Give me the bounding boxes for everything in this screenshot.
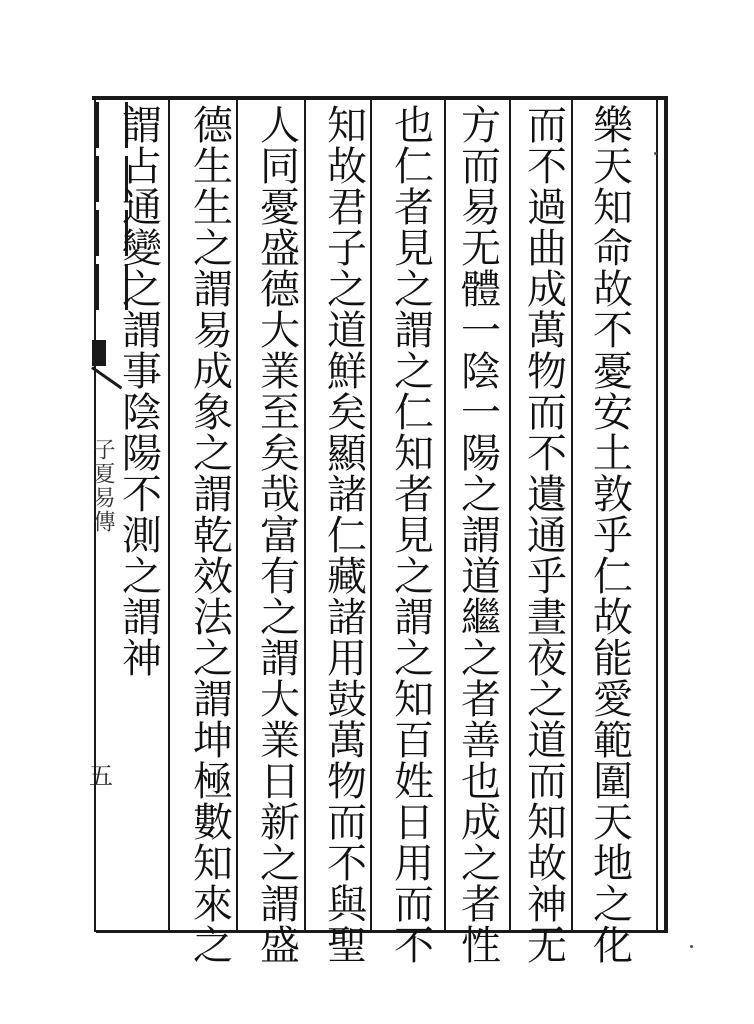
character: 之	[394, 349, 434, 395]
character: 之	[593, 882, 633, 928]
character: 謂	[193, 677, 233, 723]
text-column	[317, 103, 377, 969]
character: 百	[394, 718, 434, 764]
character: 不	[593, 308, 633, 354]
character: 知	[394, 677, 434, 723]
character: 同	[260, 144, 300, 190]
character: 憂	[260, 185, 300, 231]
character: 易	[461, 185, 501, 231]
character: 仁	[394, 144, 434, 190]
character: 易	[193, 308, 233, 354]
column-rule	[444, 100, 446, 930]
character: 而	[394, 882, 434, 928]
character: 不	[122, 472, 162, 518]
character: 一	[461, 308, 501, 354]
character: 故	[527, 841, 567, 887]
character: 之	[260, 595, 300, 641]
character: 子	[327, 226, 367, 272]
character: 諸	[327, 595, 367, 641]
character: 之	[260, 841, 300, 887]
character: 晝	[527, 595, 567, 641]
text-column	[112, 103, 172, 682]
character: 陰	[122, 390, 162, 436]
character: 安	[593, 390, 633, 436]
character: 一	[461, 390, 501, 436]
frame-right-inner-border	[656, 100, 658, 930]
character: 物	[527, 349, 567, 395]
character: 大	[260, 308, 300, 354]
character: 成	[461, 800, 501, 846]
character: 業	[260, 349, 300, 395]
character: 過	[527, 185, 567, 231]
character: 故	[593, 267, 633, 313]
character: 之	[193, 636, 233, 682]
text-column	[517, 103, 577, 969]
character: 命	[593, 226, 633, 272]
character: 之	[193, 226, 233, 272]
character: 性	[461, 923, 501, 969]
character: 聖	[327, 923, 367, 969]
frame-top-border	[92, 96, 667, 100]
character: 道	[527, 718, 567, 764]
character: 日	[394, 800, 434, 846]
character: 顯	[327, 431, 367, 477]
character: 謂	[122, 595, 162, 641]
character: 鮮	[327, 349, 367, 395]
character: 德	[260, 267, 300, 313]
character: 者	[394, 472, 434, 518]
character: 曲	[527, 226, 567, 272]
character: 神	[122, 636, 162, 682]
character: 者	[461, 677, 501, 723]
character: 盛	[260, 226, 300, 272]
character: 知	[193, 841, 233, 887]
character: 諸	[327, 472, 367, 518]
character: 至	[260, 390, 300, 436]
character: 而	[327, 800, 367, 846]
character: 謂	[122, 308, 162, 354]
gutter-book-title: 子夏易傳	[90, 438, 115, 534]
character: 樂	[593, 103, 633, 149]
character: 故	[327, 144, 367, 190]
character: 之	[461, 472, 501, 518]
character: 體	[461, 267, 501, 313]
character: 謂	[122, 103, 162, 149]
text-column	[384, 103, 444, 969]
character: 知	[593, 185, 633, 231]
character: 見	[394, 513, 434, 559]
character: 知	[394, 431, 434, 477]
gutter-page-number: 五	[89, 762, 113, 790]
character: 之	[193, 431, 233, 477]
character: 矣	[327, 390, 367, 436]
character: 有	[260, 554, 300, 600]
ink-speck	[690, 945, 693, 948]
character: 範	[593, 718, 633, 764]
character: 也	[394, 103, 434, 149]
character: 謂	[193, 267, 233, 313]
character: 者	[461, 882, 501, 928]
character: 无	[527, 923, 567, 969]
character: 知	[327, 103, 367, 149]
character: 土	[593, 431, 633, 477]
character: 之	[122, 554, 162, 600]
character: 通	[527, 513, 567, 559]
character: 繼	[461, 595, 501, 641]
character: 化	[593, 923, 633, 969]
character: 占	[122, 144, 162, 190]
character: 不	[527, 144, 567, 190]
character: 遺	[527, 472, 567, 518]
character: 人	[260, 103, 300, 149]
character: 不	[327, 841, 367, 887]
character: 矣	[260, 431, 300, 477]
character: 數	[193, 800, 233, 846]
character: 姓	[394, 759, 434, 805]
character: 謂	[260, 636, 300, 682]
character: 陽	[461, 431, 501, 477]
character: 之	[461, 841, 501, 887]
character: 業	[260, 718, 300, 764]
character: 萬	[527, 308, 567, 354]
frame-right-border	[664, 96, 668, 933]
character: 新	[260, 800, 300, 846]
character: 法	[193, 595, 233, 641]
character: 用	[394, 841, 434, 887]
character: 无	[461, 226, 501, 272]
character: 德	[193, 103, 233, 149]
character: 之	[527, 677, 567, 723]
character: 成	[193, 349, 233, 395]
character: 之	[193, 923, 233, 969]
character: 謂	[193, 472, 233, 518]
character: 不	[394, 923, 434, 969]
character: 仁	[593, 554, 633, 600]
character: 效	[193, 554, 233, 600]
character: 道	[327, 308, 367, 354]
character: 故	[593, 595, 633, 641]
character: 鼓	[327, 677, 367, 723]
character: 仁	[327, 513, 367, 559]
character: 成	[527, 267, 567, 313]
character: 用	[327, 636, 367, 682]
character: 而	[527, 103, 567, 149]
character: 能	[593, 636, 633, 682]
character: 象	[193, 390, 233, 436]
character: 者	[394, 185, 434, 231]
character: 乾	[193, 513, 233, 559]
character: 謂	[461, 513, 501, 559]
text-column	[183, 103, 243, 969]
character: 地	[593, 841, 633, 887]
character: 物	[327, 759, 367, 805]
character: 之	[394, 636, 434, 682]
character: 生	[193, 185, 233, 231]
character: 而	[527, 759, 567, 805]
character: 極	[193, 759, 233, 805]
character: 富	[260, 513, 300, 559]
character: 謂	[394, 308, 434, 354]
character: 謂	[394, 595, 434, 641]
character: 君	[327, 185, 367, 231]
character: 盛	[260, 923, 300, 969]
character: 與	[327, 882, 367, 928]
character: 日	[260, 759, 300, 805]
character: 善	[461, 718, 501, 764]
character: 陽	[122, 431, 162, 477]
character: 也	[461, 759, 501, 805]
character: 圍	[593, 759, 633, 805]
character: 方	[461, 103, 501, 149]
fishtail-mark	[92, 340, 106, 366]
character: 通	[122, 185, 162, 231]
character: 之	[461, 636, 501, 682]
character: 不	[527, 431, 567, 477]
ink-speck	[654, 152, 657, 155]
frame-bottom-border	[96, 930, 664, 933]
character: 藏	[327, 554, 367, 600]
character: 神	[527, 882, 567, 928]
character: 來	[193, 882, 233, 928]
character: 大	[260, 677, 300, 723]
text-column	[451, 103, 511, 969]
character: 坤	[193, 718, 233, 764]
character: 乎	[527, 554, 567, 600]
character: 仁	[394, 390, 434, 436]
character: 敦	[593, 472, 633, 518]
text-column	[250, 103, 310, 969]
character: 生	[193, 144, 233, 190]
character: 而	[527, 390, 567, 436]
character: 之	[394, 267, 434, 313]
character: 憂	[593, 349, 633, 395]
character: 天	[593, 800, 633, 846]
character: 之	[122, 267, 162, 313]
character: 變	[122, 226, 162, 272]
character: 愛	[593, 677, 633, 723]
character: 乎	[593, 513, 633, 559]
character: 陰	[461, 349, 501, 395]
character: 事	[122, 349, 162, 395]
character: 見	[394, 226, 434, 272]
character: 之	[394, 554, 434, 600]
character: 夜	[527, 636, 567, 682]
character: 之	[327, 267, 367, 313]
character: 道	[461, 554, 501, 600]
character: 天	[593, 144, 633, 190]
character: 哉	[260, 472, 300, 518]
character: 知	[527, 800, 567, 846]
text-column	[583, 103, 643, 969]
character: 萬	[327, 718, 367, 764]
character: 測	[122, 513, 162, 559]
character: 謂	[260, 882, 300, 928]
character: 而	[461, 144, 501, 190]
